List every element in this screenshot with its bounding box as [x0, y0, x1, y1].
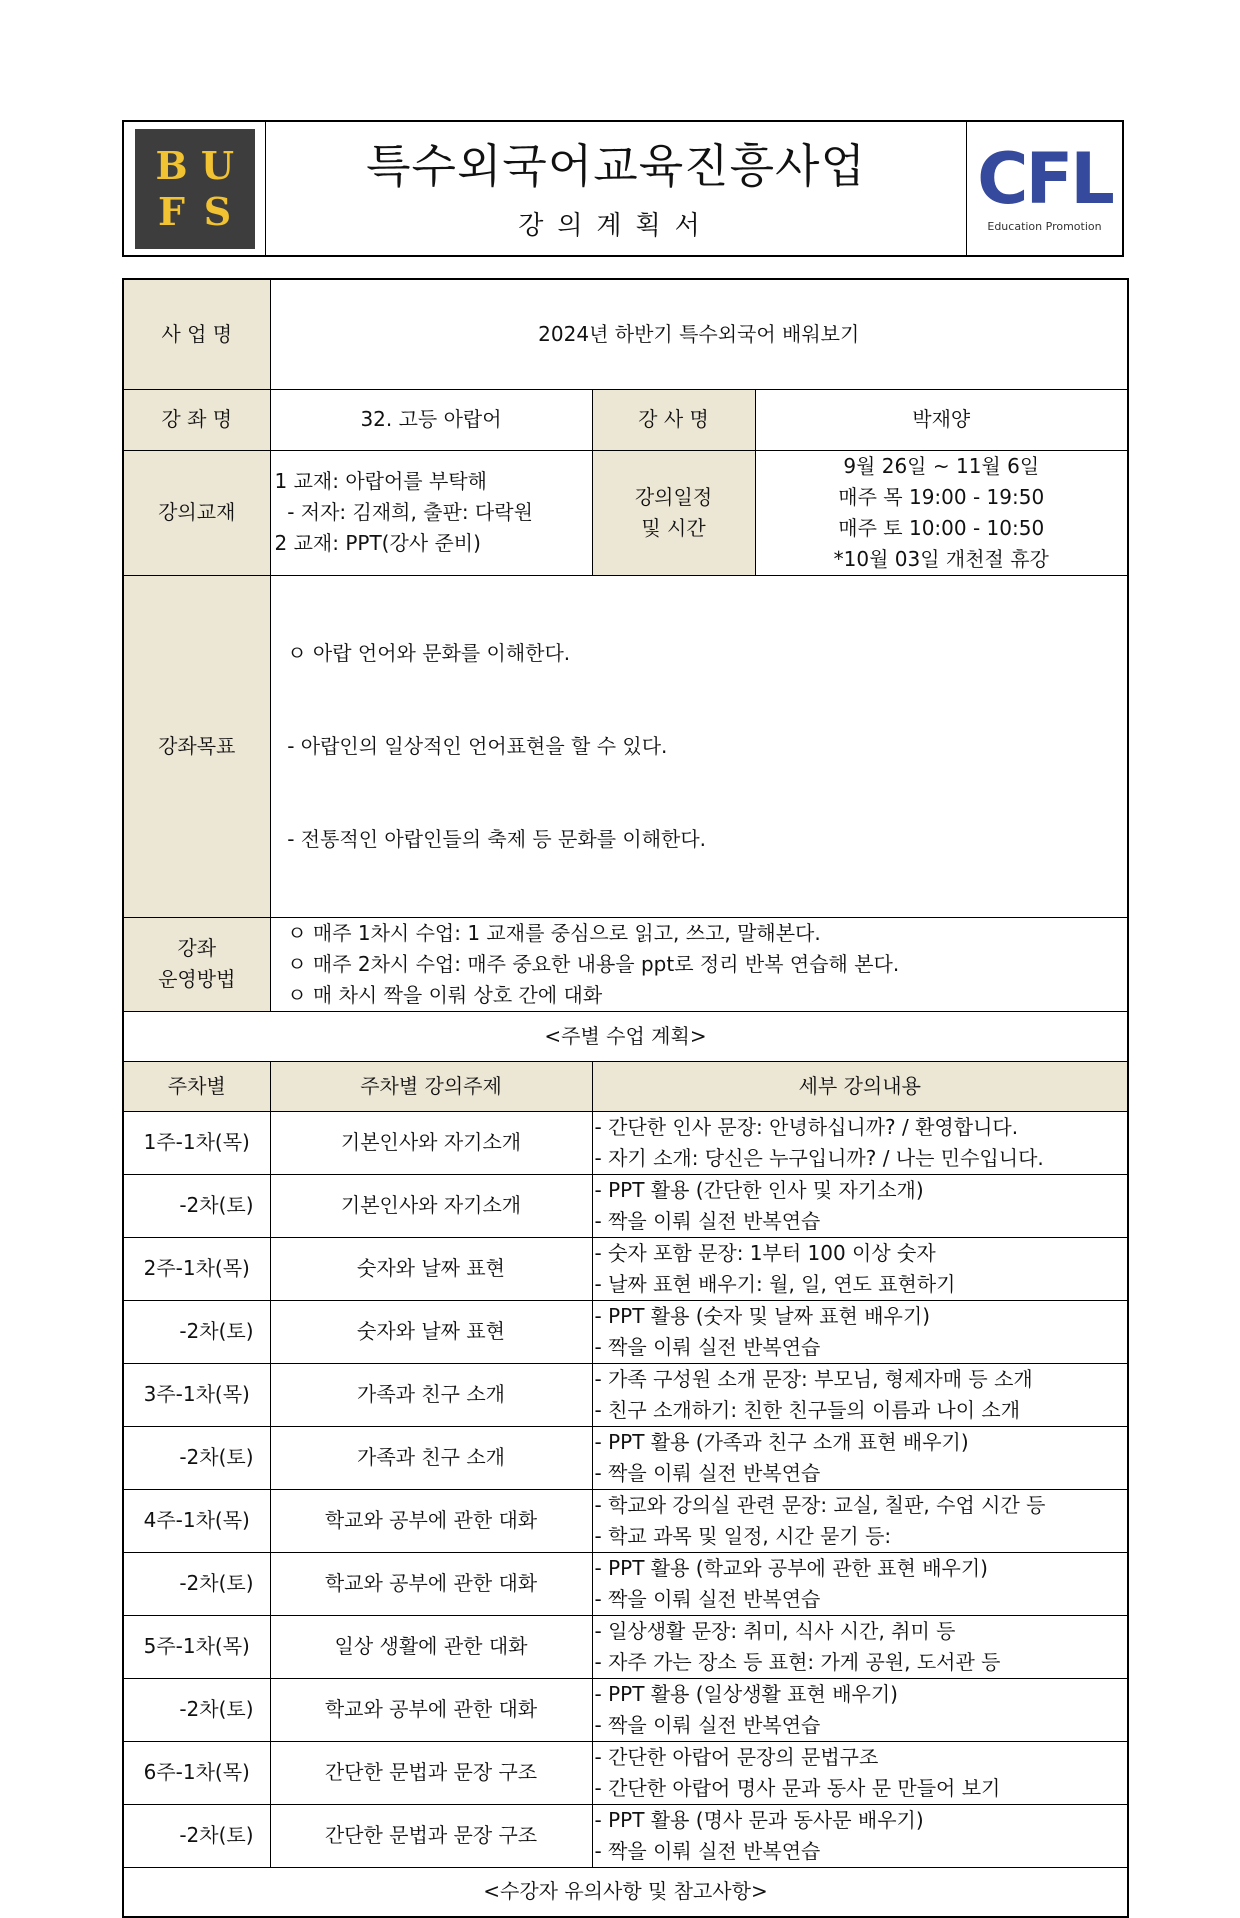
method-label-line: 강좌 — [177, 936, 217, 960]
logo-letter-b: B — [155, 142, 188, 188]
table-row — [123, 1237, 1128, 1300]
table-row — [123, 1174, 1128, 1237]
week-cell: -2차(토) — [123, 1678, 270, 1741]
detail-line: - PPT 활용 (숫자 및 날짜 표현 배우기) — [594, 1303, 931, 1328]
detail-line: - 간단한 인사 문장: 안녕하십니까? / 환영합니다. — [594, 1114, 1019, 1139]
detail-line: - 자주 가는 장소 등 표현: 가게 공원, 도서관 등 — [594, 1649, 1001, 1674]
detail-line: - PPT 활용 (명사 문과 동사문 배우기) — [594, 1807, 924, 1832]
detail-line: - PPT 활용 (일상생활 표현 배우기) — [594, 1681, 898, 1706]
week-cell: 2주-1차(목) — [123, 1237, 270, 1300]
document-subtitle: 강의계획서 — [518, 211, 714, 241]
goal-label: 강좌목표 — [123, 575, 270, 917]
week-cell: -2차(토) — [123, 1174, 270, 1237]
textbook-line: 2 교재: PPT(강사 준비) — [274, 531, 481, 555]
topic-cell: 기본인사와 자기소개 — [270, 1111, 592, 1174]
method-line: ㅇ 매 차시 짝을 이뤄 상호 간에 대화 — [274, 982, 603, 1007]
course-row — [123, 389, 1128, 450]
method-label-line: 운영방법 — [158, 967, 236, 991]
title-cell — [266, 122, 967, 255]
course-value: 32. 고등 아랍어 — [270, 389, 592, 450]
goal-line: ㅇ 아랍 언어와 문화를 이해한다. — [274, 640, 571, 665]
detail-line: - 짝을 이뤄 실전 반복연습 — [594, 1712, 821, 1737]
method-row — [123, 917, 1128, 1011]
detail-line: - 짝을 이뤄 실전 반복연습 — [594, 1586, 821, 1611]
schedule-label-line: 및 시간 — [641, 515, 706, 540]
schedule-line: 9월 26일 ~ 11월 6일 — [843, 453, 1040, 478]
table-row — [123, 1426, 1128, 1489]
detail-line: - 간단한 아랍어 명사 문과 동사 문 만들어 보기 — [594, 1775, 1001, 1800]
week-cell: 1주-1차(목) — [123, 1111, 270, 1174]
detail-line: - 짝을 이뤄 실전 반복연습 — [594, 1208, 821, 1233]
topic-cell: 숫자와 날짜 표현 — [270, 1237, 592, 1300]
detail-line: - 친구 소개하기: 친한 친구들의 이름과 나이 소개 — [594, 1397, 1021, 1422]
document-header — [122, 120, 1124, 257]
table-row — [123, 1615, 1128, 1678]
week-cell: 5주-1차(목) — [123, 1615, 270, 1678]
detail-cell — [592, 1804, 1128, 1867]
detail-line: - PPT 활용 (학교와 공부에 관한 표현 배우기) — [594, 1555, 988, 1580]
topic-cell: 숫자와 날짜 표현 — [270, 1300, 592, 1363]
week-cell: 4주-1차(목) — [123, 1489, 270, 1552]
schedule-label-line: 강의일정 — [634, 484, 713, 509]
goal-line: - 전통적인 아랍인들의 축제 등 문화를 이해한다. — [274, 826, 707, 851]
logo-letter-s: S — [203, 188, 232, 234]
detail-line: - 간단한 아랍어 문장의 문법구조 — [594, 1744, 879, 1769]
table-row — [123, 1111, 1128, 1174]
bufs-logo-cell — [124, 122, 266, 255]
weekly-header-row — [123, 1061, 1128, 1111]
week-cell: 6주-1차(목) — [123, 1741, 270, 1804]
detail-line: - 자기 소개: 당신은 누구입니까? / 나는 민수입니다. — [594, 1145, 1044, 1170]
course-label: 강 좌 명 — [123, 389, 270, 450]
table-row — [123, 1489, 1128, 1552]
detail-line: - 일상생활 문장: 취미, 식사 시간, 취미 등 — [594, 1618, 956, 1643]
schedule-line: 매주 목 19:00 - 19:50 — [838, 484, 1045, 509]
method-value — [270, 917, 1128, 1011]
detail-line: - 숫자 포함 문장: 1부터 100 이상 숫자 — [594, 1240, 936, 1265]
table-row — [123, 1678, 1128, 1741]
col-topic-header: 주차별 강의주제 — [270, 1061, 592, 1111]
table-row — [123, 1552, 1128, 1615]
method-line: ㅇ 매주 2차시 수업: 매주 중요한 내용을 ppt로 정리 반복 연습해 본다. — [274, 951, 900, 976]
topic-cell: 학교와 공부에 관한 대화 — [270, 1489, 592, 1552]
textbook-row — [123, 450, 1128, 575]
instructor-label: 강 사 명 — [592, 389, 755, 450]
detail-cell — [592, 1426, 1128, 1489]
table-row — [123, 1300, 1128, 1363]
instructor-value: 박재양 — [755, 389, 1128, 450]
topic-cell: 가족과 친구 소개 — [270, 1363, 592, 1426]
col-week-header: 주차별 — [123, 1061, 270, 1111]
detail-cell — [592, 1174, 1128, 1237]
topic-cell: 학교와 공부에 관한 대화 — [270, 1678, 592, 1741]
textbook-line: - 저자: 김재희, 출판: 다락원 — [274, 500, 533, 524]
detail-cell — [592, 1300, 1128, 1363]
detail-cell — [592, 1237, 1128, 1300]
detail-line: - 짝을 이뤄 실전 반복연습 — [594, 1460, 821, 1485]
course-plan-table — [122, 278, 1129, 1918]
notes-section-row — [123, 1867, 1128, 1917]
detail-cell — [592, 1678, 1128, 1741]
detail-cell — [592, 1489, 1128, 1552]
logo-letter-u: U — [200, 142, 235, 188]
detail-cell — [592, 1111, 1128, 1174]
detail-line: - 가족 구성원 소개 문장: 부모님, 형제자매 등 소개 — [594, 1366, 1033, 1391]
goal-line: - 아랍인의 일상적인 언어표현을 할 수 있다. — [274, 733, 668, 758]
document-title: 특수외국어교육진흥사업 — [366, 139, 866, 193]
week-cell: -2차(토) — [123, 1300, 270, 1363]
topic-cell: 기본인사와 자기소개 — [270, 1174, 592, 1237]
topic-cell: 일상 생활에 관한 대화 — [270, 1615, 592, 1678]
table-row — [123, 1363, 1128, 1426]
detail-line: - 학교와 강의실 관련 문장: 교실, 칠판, 수업 시간 등 — [594, 1492, 1046, 1517]
table-row — [123, 1741, 1128, 1804]
weekly-section-row — [123, 1011, 1128, 1061]
method-label — [123, 917, 270, 1011]
detail-line: - 짝을 이뤄 실전 반복연습 — [594, 1838, 821, 1863]
topic-cell: 학교와 공부에 관한 대화 — [270, 1552, 592, 1615]
logo-letter-f: F — [158, 188, 185, 234]
schedule-line: 매주 토 10:00 - 10:50 — [838, 515, 1045, 540]
textbook-value — [270, 450, 592, 575]
topic-cell: 가족과 친구 소개 — [270, 1426, 592, 1489]
schedule-line: *10월 03일 개천절 휴강 — [833, 546, 1049, 571]
textbook-line: 1 교재: 아랍어를 부탁해 — [274, 469, 487, 493]
week-cell: -2차(토) — [123, 1426, 270, 1489]
detail-cell — [592, 1363, 1128, 1426]
textbook-label: 강의교재 — [123, 450, 270, 575]
topic-cell: 간단한 문법과 문장 구조 — [270, 1741, 592, 1804]
detail-cell — [592, 1615, 1128, 1678]
week-cell: -2차(토) — [123, 1804, 270, 1867]
schedule-label — [592, 450, 755, 575]
week-cell: -2차(토) — [123, 1552, 270, 1615]
bufs-logo — [135, 129, 255, 249]
col-detail-header: 세부 강의내용 — [592, 1061, 1128, 1111]
detail-cell — [592, 1741, 1128, 1804]
weekly-section-title: <주별 수업 계획> — [123, 1011, 1128, 1061]
project-value: 2024년 하반기 특수외국어 배워보기 — [270, 279, 1128, 389]
detail-line: - PPT 활용 (가족과 친구 소개 표현 배우기) — [594, 1429, 969, 1454]
week-cell: 3주-1차(목) — [123, 1363, 270, 1426]
detail-line: - PPT 활용 (간단한 인사 및 자기소개) — [594, 1177, 924, 1202]
topic-cell: 간단한 문법과 문장 구조 — [270, 1804, 592, 1867]
detail-line: - 날짜 표현 배우기: 월, 일, 연도 표현하기 — [594, 1271, 956, 1296]
goal-value — [270, 575, 1128, 917]
detail-cell — [592, 1552, 1128, 1615]
detail-line: - 학교 과목 및 일정, 시간 묻기 등: — [594, 1523, 892, 1548]
detail-line: - 짝을 이뤄 실전 반복연습 — [594, 1334, 821, 1359]
notes-section-title: <수강자 유의사항 및 참고사항> — [123, 1867, 1128, 1917]
schedule-value — [755, 450, 1128, 575]
method-line: ㅇ 매주 1차시 수업: 1 교재를 중심으로 읽고, 쓰고, 말해본다. — [274, 920, 821, 945]
table-row — [123, 1804, 1128, 1867]
project-label: 사 업 명 — [123, 279, 270, 389]
goal-row — [123, 575, 1128, 917]
project-row — [123, 279, 1128, 389]
cfl-logo-subtitle: Education Promotion — [987, 220, 1102, 233]
cfl-logo — [967, 122, 1122, 255]
cfl-logo-mark: CFL — [977, 138, 1112, 220]
